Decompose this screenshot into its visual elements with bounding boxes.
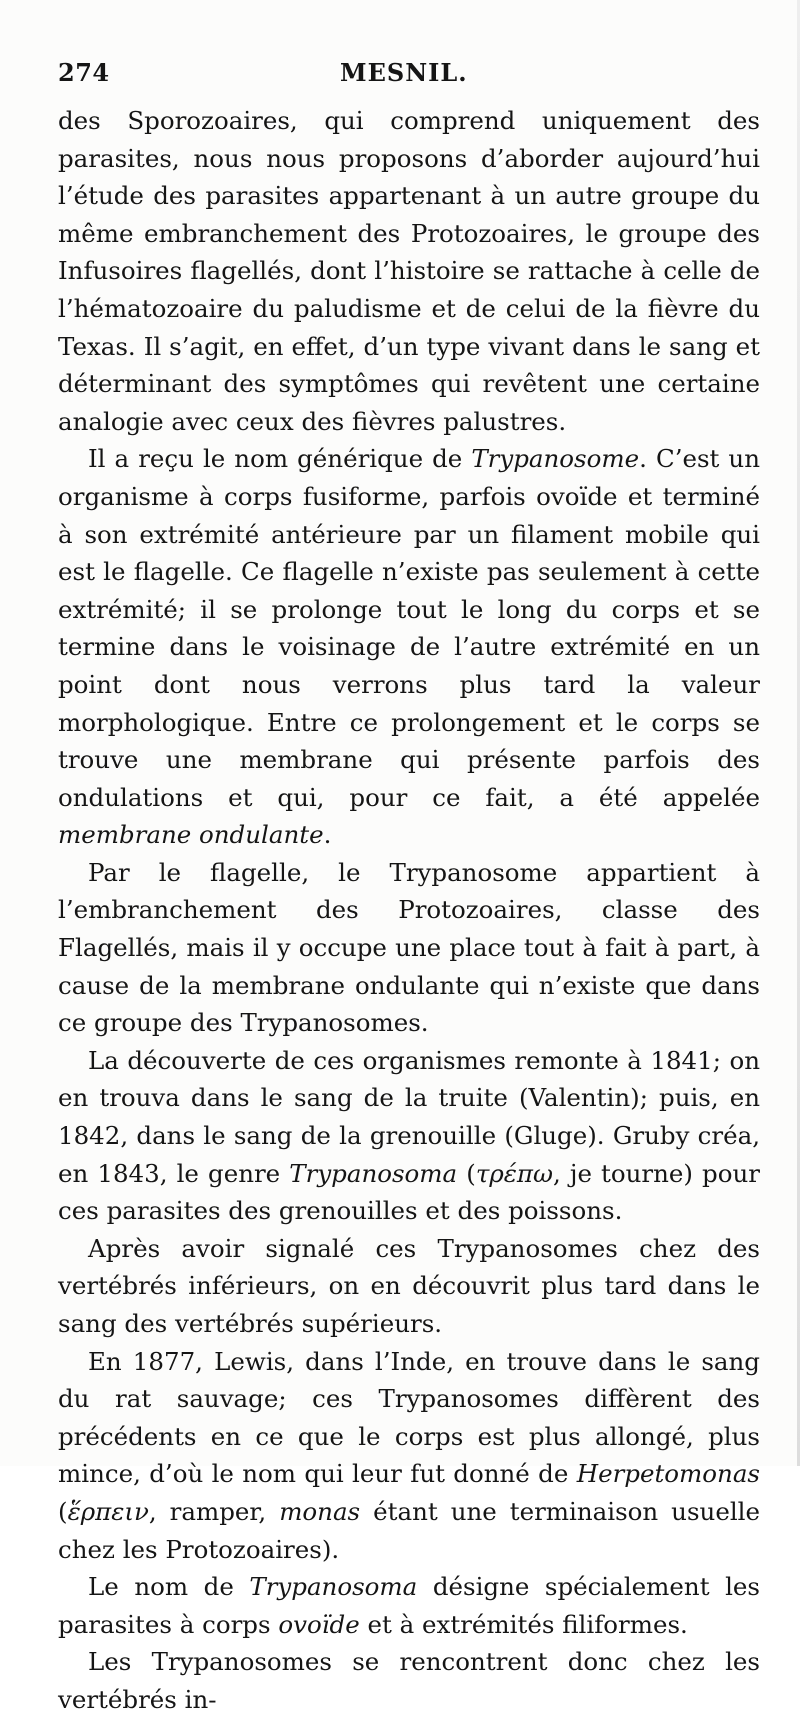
page-number: 274 <box>58 58 110 87</box>
paragraph-6 <box>58 1343 760 1569</box>
text-span: , je tourne) pour ces parasites des grenouilles et des poissons. <box>58 1158 760 1226</box>
paragraph-5 <box>58 1230 760 1343</box>
italic-greek-word: τρέπω <box>475 1158 553 1188</box>
text-span: étant une terminaison usuelle chez les Protozoaires). <box>58 1496 760 1564</box>
text-span: En 1877, Lewis, dans l’Inde, en trouve dans le sang du rat sauvage; ces Trypanosomes diffèrent des précédents en ce que le corps est plus allongé, plus mince, d’où le nom qui leur fut donné de <box>58 1346 760 1489</box>
italic-greek-word: ἕρπειν <box>67 1496 149 1526</box>
text-span: Les Trypanosomes se rencontrent donc chez les vertébrés in- <box>58 1647 760 1714</box>
paragraph-1 <box>58 102 760 440</box>
paragraph-3 <box>58 854 760 1042</box>
text-span: et à extrémités filiformes. <box>359 1609 688 1639</box>
running-head: MESNIL. <box>340 58 468 87</box>
italic-term: monas <box>279 1496 361 1526</box>
body-text <box>58 102 760 1719</box>
italic-term: Herpetomonas <box>576 1459 760 1489</box>
italic-term: Trypanosoma <box>289 1158 458 1188</box>
paragraph-8 <box>58 1643 760 1718</box>
paragraph-4 <box>58 1042 760 1230</box>
paragraph-2 <box>58 440 760 854</box>
italic-term: Trypanosoma <box>249 1572 418 1602</box>
text-span: ( <box>58 1496 68 1526</box>
italic-term: ovoïde <box>278 1609 360 1639</box>
text-span: Il a reçu le nom générique de <box>88 444 472 474</box>
text-span: des Sporozoaires, qui comprend uniquement des parasites, nous nous proposons d’aborder aujourd’hui l’étude des parasites appartenant à un autre groupe du même embranchement des Protozoaires, le groupe des Infusoires flagellés, dont l’histoire se rattache à celle de l’hématozoaire du paludisme et de celui de la fièvre du Texas. Il s’agit, en effet, d’un type vivant dans le sang et déterminant des symptômes qui revêtent une certaine analogie avec ceux des fièvres palustres. <box>58 106 760 436</box>
italic-term: Trypanosome <box>471 444 640 474</box>
text-span: Le nom de <box>88 1572 250 1602</box>
text-span: . C’est un organisme à corps fusiforme, parfois ovoïde et terminé à son extrémité antérieure par un filament mobile qui est le flagelle. Ce flagelle n’existe pas seulement à cette extrémité; il se prolonge tout le long du corps et se termine dans le voisinage de l’autre extrémité en un point dont nous verrons plus tard la valeur morphologique. Entre ce prolongement et le corps se trouve une membrane qui présente parfois des ondulations et qui, pour ce fait, a été appelée <box>58 444 760 812</box>
text-span: , ramper, <box>148 1496 280 1526</box>
paragraph-7 <box>58 1568 760 1643</box>
text-span: ( <box>457 1158 476 1188</box>
text-span: La découverte de ces organismes remonte à 1841; on en trouva dans le sang de la truite (Valentin); puis, en 1842, dans le sang de la grenouille (Gluge). Gruby créa, en 1843, le genre <box>58 1045 760 1188</box>
italic-term: membrane ondulante <box>58 820 324 850</box>
text-span: . <box>323 820 332 850</box>
text-span: Après avoir signalé ces Trypanosomes chez des vertébrés inférieurs, on en découvrit plus tard dans le sang des vertébrés supérieurs. <box>58 1233 760 1338</box>
text-span: désigne spécialement les parasites à corps <box>58 1572 760 1639</box>
text-span: Par le flagelle, le Trypanosome appartient à l’embranchement des Protozoaires, classe des Flagellés, mais il y occupe une place tout à fait à part, à cause de la membrane ondulante qui n’existe que dans ce groupe des Trypanosomes. <box>58 857 760 1038</box>
